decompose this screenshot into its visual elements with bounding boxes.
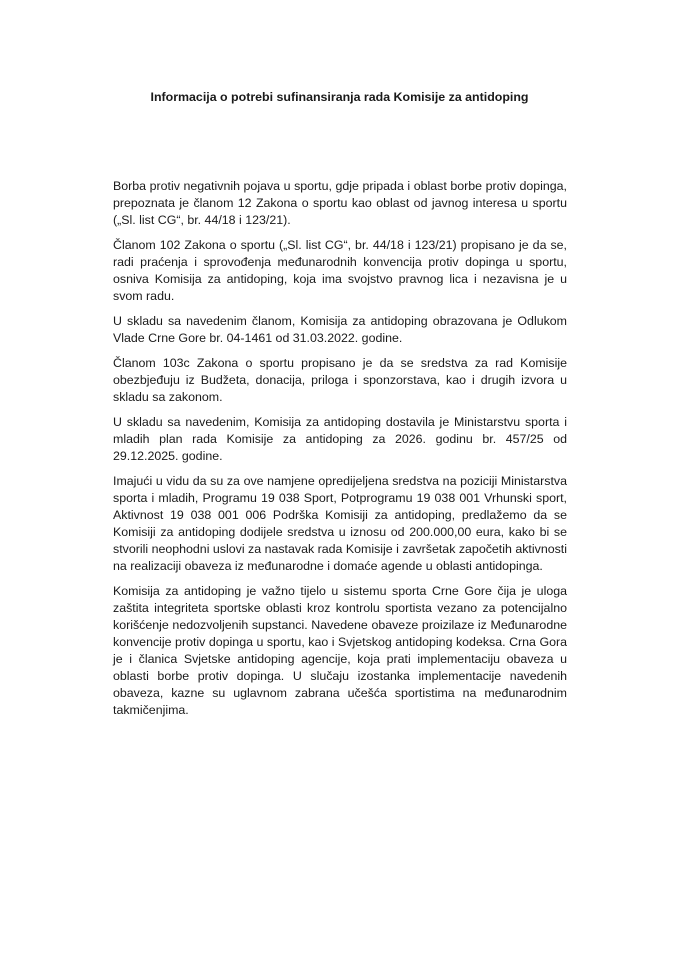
document-body <box>113 178 567 727</box>
paragraph-3: U skladu sa navedenim članom, Komisija za antidoping obrazovana je Odlukom Vlade Crne Gore br. 04-1461 od 31.03.2022. godine. <box>113 314 567 345</box>
paragraph-6: Imajući u vidu da su za ove namjene opredijeljena sredstva na poziciji Ministarstva sporta i mladih, Programu 19 038 Sport, Potprogramu 19 038 001 Vrhunski sport, Aktivnost 19 038 001 006 Podrška Komisiji za antidoping, predlažemo da se Komisiji za antidoping dodijele sredstva u iznosu od 200.000,00 eura, kako bi se stvorili neophodni uslovi za nastavak rada Komisije i završetak započetih aktivnosti na realizaciji obaveza iz međunarodne i domaće agende u oblasti antidopinga. <box>113 474 567 573</box>
document-title: Informacija o potrebi sufinansiranja rada Komisije za antidoping <box>150 90 529 104</box>
paragraph-5: U skladu sa navedenim, Komisija za antidoping dostavila je Ministarstvu sporta i mladih plan rada Komisije za antidoping za 2026. godinu br. 457/25 od 29.12.2025. godine. <box>113 415 567 463</box>
paragraph-7: Komisija za antidoping je važno tijelo u sistemu sporta Crne Gore čija je uloga zaštita integriteta sportske oblasti kroz kontrolu sportista vezano za potencijalno korišćenje nedozvoljenih supstanci. Navedene obaveze proizilaze iz Međunarodne konvencije protiv dopinga u sportu, kao i Svjetskog antidoping kodeksa. Crna Gora je i članica Svjetske antidoping agencije, koja prati implementaciju obaveza u oblasti borbe protiv dopinga. U slučaju izostanka implementacije navedenih obaveza, kazne su uglavnom zabrana učešća sportistima na međunarodnim takmičenjima. <box>113 584 567 717</box>
paragraph-2: Članom 102 Zakona o sportu („Sl. list CG“, br. 44/18 i 123/21) propisano je da se, radi praćenja i sprovođenja međunarodnih konvencija protiv dopinga u sportu, osniva Komisija za antidoping, koja ima svojstvo pravnog lica i nezavisna je u svom radu. <box>113 238 567 303</box>
paragraph-4: Članom 103c Zakona o sportu propisano je da se sredstva za rad Komisije obezbjeđuju iz Budžeta, donacija, priloga i sponzorstava, kao i drugih izvora u skladu sa zakonom. <box>113 356 567 404</box>
paragraph-1: Borba protiv negativnih pojava u sportu, gdje pripada i oblast borbe protiv dopinga, prepoznata je članom 12 Zakona o sportu kao oblast od javnog interesa u sportu („Sl. list CG“, br. 44/18 i 123/21). <box>113 179 567 227</box>
